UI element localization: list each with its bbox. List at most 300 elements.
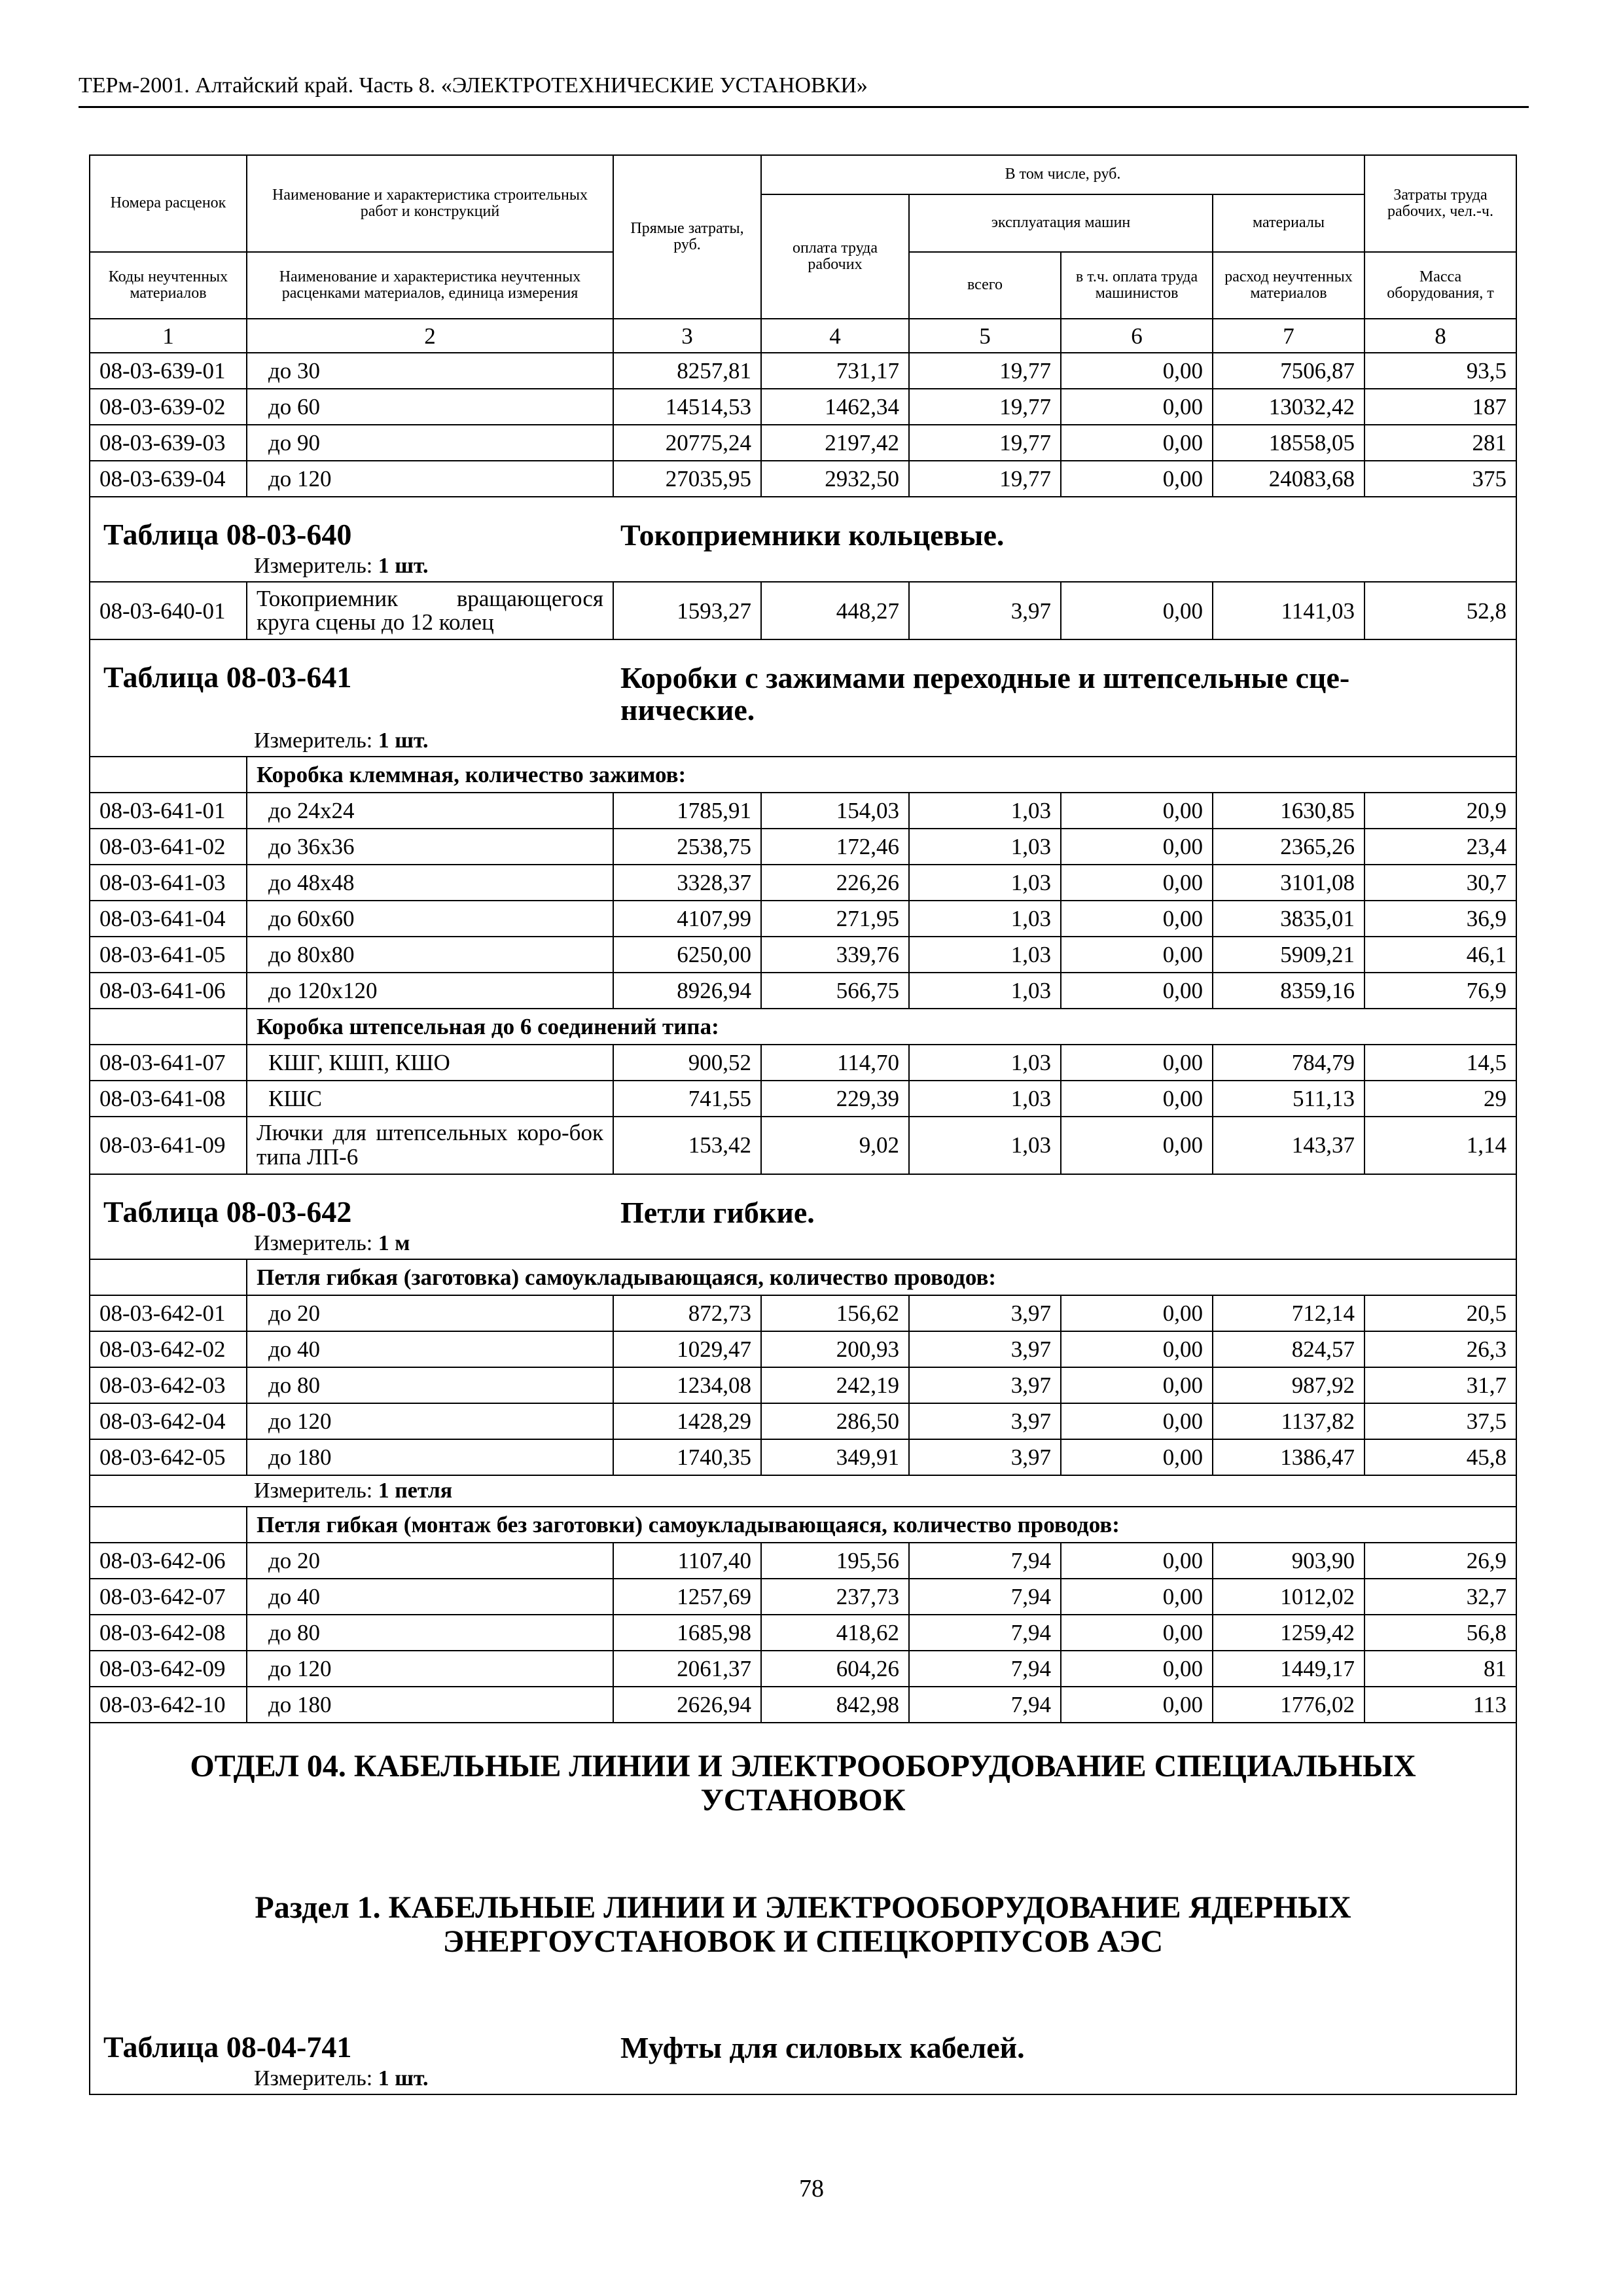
machine-total-cell: 19,77 [909,461,1061,497]
labor-hours-cell: 81 [1364,1651,1516,1687]
materials-cell: 1137,82 [1213,1403,1364,1439]
column-number: 6 [1061,319,1213,353]
table-row [90,1331,1516,1367]
machinist-pay-cell: 0,00 [1061,1543,1213,1579]
header-col1-bottom: Коды неучтенных материалов [90,252,247,319]
column-number: 4 [761,319,909,353]
materials-cell: 5909,21 [1213,937,1364,973]
group-title: Коробка клеммная, количество зажимов: [247,757,1516,793]
machine-total-cell: 7,94 [909,1687,1061,1723]
rate-code-cell: 08-03-641-08 [90,1081,247,1117]
table-name: Муфты для силовых кабелей. [620,2030,1025,2064]
work-name-cell: до 60х60 [247,901,613,937]
labor-pay-cell: 156,62 [761,1295,909,1331]
section-heading [90,1818,1516,1959]
work-name-cell: КШС [247,1081,613,1117]
department-title-line1: ОТДЕЛ 04. КАБЕЛЬНЫЕ ЛИНИИ И ЭЛЕКТРООБОРУДОВАНИЕ СПЕЦИАЛЬНЫХ [190,1749,1416,1784]
labor-pay-cell: 2197,42 [761,425,909,461]
machinist-pay-cell: 0,00 [1061,793,1213,829]
norms-table [89,154,1517,2095]
work-name-cell: до 40 [247,1331,613,1367]
materials-cell: 1012,02 [1213,1579,1364,1615]
labor-hours-cell: 26,3 [1364,1331,1516,1367]
measure-unit [90,551,1516,581]
header-incl: В том числе, руб. [761,155,1364,194]
header-labor-pay: оплата труда рабочих [761,194,909,319]
materials-cell: 1630,85 [1213,793,1364,829]
department-title [90,1723,1516,1818]
work-name-cell: Лючки для штепсельных коро-бок типа ЛП-6 [247,1117,613,1174]
header-direct-costs: Прямые затраты, руб. [613,155,761,319]
department-row [90,1723,1516,2094]
empty-cell [90,757,247,793]
materials-cell: 784,79 [1213,1045,1364,1081]
labor-pay-cell: 731,17 [761,353,909,389]
labor-pay-cell: 842,98 [761,1687,909,1723]
running-head: ТЕРм-2001. Алтайский край. Часть 8. «ЭЛЕКТРОТЕХНИЧЕСКИЕ УСТАНОВКИ» [79,73,868,98]
labor-hours-cell: 20,5 [1364,1295,1516,1331]
materials-cell: 8359,16 [1213,973,1364,1009]
table-row [90,829,1516,865]
machine-total-cell: 3,97 [909,1331,1061,1367]
table-row [90,389,1516,425]
machine-total-cell: 7,94 [909,1615,1061,1651]
labor-pay-cell: 229,39 [761,1081,909,1117]
header-machines: эксплуатация машин [909,194,1213,252]
labor-pay-cell: 226,26 [761,865,909,901]
direct-cost-cell: 4107,99 [613,901,761,937]
materials-cell: 7506,87 [1213,353,1364,389]
table-row [90,353,1516,389]
materials-cell: 3835,01 [1213,901,1364,937]
header-machinists: в т.ч. оплата труда машинистов [1061,252,1213,319]
group-title: Петля гибкая (монтаж без заготовки) самоукладывающаяся, количество проводов: [247,1507,1516,1543]
labor-pay-cell: 242,19 [761,1367,909,1403]
direct-cost-cell: 153,42 [613,1117,761,1174]
rate-code-cell: 08-03-642-05 [90,1439,247,1475]
machinist-pay-cell: 0,00 [1061,1615,1213,1651]
materials-cell: 1776,02 [1213,1687,1364,1723]
machinist-pay-cell: 0,00 [1061,865,1213,901]
measure-unit [90,1229,1516,1259]
column-number: 5 [909,319,1061,353]
rate-code-cell: 08-03-641-03 [90,865,247,901]
machinist-pay-cell: 0,00 [1061,461,1213,497]
work-name-cell: до 120 [247,1651,613,1687]
work-name-cell: до 120 [247,461,613,497]
machine-total-cell: 1,03 [909,1117,1061,1174]
machine-total-cell: 1,03 [909,937,1061,973]
machinist-pay-cell: 0,00 [1061,901,1213,937]
labor-hours-cell: 45,8 [1364,1439,1516,1475]
machinist-pay-cell: 0,00 [1061,425,1213,461]
header-machines-total: всего [909,252,1061,319]
column-number: 3 [613,319,761,353]
table-title [90,497,1516,551]
header-col2-top: Наименование и характеристика строительных работ и конструкций [247,155,613,252]
work-name-cell: до 36х36 [247,829,613,865]
rate-code-cell: 08-03-642-02 [90,1331,247,1367]
labor-hours-cell: 32,7 [1364,1579,1516,1615]
materials-cell: 3101,08 [1213,865,1364,901]
work-name-cell: до 24х24 [247,793,613,829]
labor-hours-cell: 76,9 [1364,973,1516,1009]
rate-code-cell: 08-03-642-10 [90,1687,247,1723]
rate-code-cell: 08-03-642-03 [90,1367,247,1403]
machinist-pay-cell: 0,00 [1061,1651,1213,1687]
direct-cost-cell: 741,55 [613,1081,761,1117]
machinist-pay-cell: 0,00 [1061,353,1213,389]
machine-total-cell: 3,97 [909,1403,1061,1439]
machine-total-cell: 1,03 [909,793,1061,829]
table-row [90,1615,1516,1651]
column-number: 7 [1213,319,1364,353]
work-name-cell: до 80 [247,1615,613,1651]
table-row [90,1651,1516,1687]
labor-hours-cell: 113 [1364,1687,1516,1723]
work-name-cell: до 180 [247,1439,613,1475]
machinist-pay-cell: 0,00 [1061,1331,1213,1367]
machinist-pay-cell: 0,00 [1061,1367,1213,1403]
materials-cell: 24083,68 [1213,461,1364,497]
header-rule [79,106,1529,108]
labor-pay-cell: 172,46 [761,829,909,865]
labor-pay-cell: 448,27 [761,582,909,639]
measure-unit-value: 1 м [378,1231,410,1256]
table-name: Коробки с зажимами переходные и штепсельные сце-нические. [620,661,1350,726]
empty-cell [90,1507,247,1543]
labor-hours-cell: 187 [1364,389,1516,425]
table-row [90,901,1516,937]
materials-cell: 903,90 [1213,1543,1364,1579]
work-name-cell: до 80х80 [247,937,613,973]
table-row [90,973,1516,1009]
measure-unit-label: Измеритель: [254,728,373,753]
work-name-cell: до 30 [247,353,613,389]
table-row [90,1081,1516,1117]
labor-pay-cell: 604,26 [761,1651,909,1687]
machine-total-cell: 1,03 [909,865,1061,901]
column-numbers-row [90,319,1516,353]
labor-pay-cell: 1462,34 [761,389,909,425]
table-title [90,1959,1516,2064]
machinist-pay-cell: 0,00 [1061,1117,1213,1174]
table-title [90,640,1516,726]
table-row [90,1117,1516,1174]
header-equipment-mass: Масса оборудования, т [1364,252,1516,319]
labor-hours-cell: 20,9 [1364,793,1516,829]
measure-unit-value: 1 петля [378,1479,453,1503]
table-code: Таблица 08-03-641 [103,660,352,694]
rate-code-cell: 08-03-642-04 [90,1403,247,1439]
materials-cell: 2365,26 [1213,829,1364,865]
labor-pay-cell: 200,93 [761,1331,909,1367]
direct-cost-cell: 1107,40 [613,1543,761,1579]
machine-total-cell: 7,94 [909,1651,1061,1687]
rate-code-cell: 08-03-641-07 [90,1045,247,1081]
machine-total-cell: 19,77 [909,353,1061,389]
rate-code-cell: 08-03-642-08 [90,1615,247,1651]
direct-cost-cell: 900,52 [613,1045,761,1081]
rate-code-cell: 08-03-642-01 [90,1295,247,1331]
direct-cost-cell: 1428,29 [613,1403,761,1439]
labor-pay-cell: 286,50 [761,1403,909,1439]
machinist-pay-cell: 0,00 [1061,1295,1213,1331]
machine-total-cell: 7,94 [909,1543,1061,1579]
measure-unit-value: 1 шт. [378,554,429,579]
materials-cell: 1141,03 [1213,582,1364,639]
table-code: Таблица 08-04-741 [103,2030,352,2064]
table-row [90,1403,1516,1439]
table-row [90,865,1516,901]
table-title-cell [90,639,1516,757]
table-row [90,1543,1516,1579]
machinist-pay-cell: 0,00 [1061,973,1213,1009]
table-title-row [90,639,1516,757]
section-heading-line1: Раздел 1. КАБЕЛЬНЫЕ ЛИНИИ И ЭЛЕКТРООБОРУДОВАНИЕ ЯДЕРНЫХ [255,1890,1351,1925]
labor-pay-cell: 237,73 [761,1579,909,1615]
unit-cell [90,1475,1516,1507]
direct-cost-cell: 8257,81 [613,353,761,389]
table-row [90,1439,1516,1475]
table-row [90,1045,1516,1081]
machine-total-cell: 1,03 [909,829,1061,865]
header-labor-cost: Затраты труда рабочих, чел.-ч. [1364,155,1516,252]
labor-hours-cell: 26,9 [1364,1543,1516,1579]
work-name-cell: КШГ, КШП, КШО [247,1045,613,1081]
labor-pay-cell: 418,62 [761,1615,909,1651]
direct-cost-cell: 14514,53 [613,389,761,425]
table-row [90,1367,1516,1403]
work-name-cell: до 20 [247,1543,613,1579]
work-name-cell: до 180 [247,1687,613,1723]
direct-cost-cell: 2061,37 [613,1651,761,1687]
table-row [90,793,1516,829]
labor-hours-cell: 31,7 [1364,1367,1516,1403]
direct-cost-cell: 1593,27 [613,582,761,639]
rate-code-cell: 08-03-641-02 [90,829,247,865]
machine-total-cell: 1,03 [909,973,1061,1009]
machinist-pay-cell: 0,00 [1061,1045,1213,1081]
labor-hours-cell: 1,14 [1364,1117,1516,1174]
measure-unit-value: 1 шт. [378,2066,429,2090]
direct-cost-cell: 872,73 [613,1295,761,1331]
labor-hours-cell: 14,5 [1364,1045,1516,1081]
department-title-line2: УСТАНОВОК [700,1783,906,1818]
header-col1-top: Номера расценок [90,155,247,252]
table-row [90,461,1516,497]
direct-cost-cell: 2626,94 [613,1687,761,1723]
materials-cell: 18558,05 [1213,425,1364,461]
work-name-cell: до 120х120 [247,973,613,1009]
empty-cell [90,1009,247,1045]
labor-hours-cell: 46,1 [1364,937,1516,973]
machinist-pay-cell: 0,00 [1061,1081,1213,1117]
machinist-pay-cell: 0,00 [1061,1439,1213,1475]
unit-row [90,1475,1516,1507]
group-title: Коробка штепсельная до 6 соединений типа: [247,1009,1516,1045]
group-row [90,1259,1516,1295]
group-title: Петля гибкая (заготовка) самоукладывающаяся, количество проводов: [247,1259,1516,1295]
machinist-pay-cell: 0,00 [1061,829,1213,865]
measure-unit [90,2064,1516,2094]
direct-cost-cell: 1685,98 [613,1615,761,1651]
labor-hours-cell: 52,8 [1364,582,1516,639]
table-row [90,1687,1516,1723]
table-row [90,1295,1516,1331]
rate-code-cell: 08-03-641-04 [90,901,247,937]
labor-pay-cell: 154,03 [761,793,909,829]
machinist-pay-cell: 0,00 [1061,1687,1213,1723]
direct-cost-cell: 3328,37 [613,865,761,901]
group-row [90,1507,1516,1543]
machinist-pay-cell: 0,00 [1061,582,1213,639]
department-cell [90,1723,1516,2094]
labor-hours-cell: 37,5 [1364,1403,1516,1439]
table-row [90,1579,1516,1615]
materials-cell: 143,37 [1213,1117,1364,1174]
direct-cost-cell: 27035,95 [613,461,761,497]
labor-pay-cell: 9,02 [761,1117,909,1174]
rate-code-cell: 08-03-639-01 [90,353,247,389]
labor-pay-cell: 349,91 [761,1439,909,1475]
materials-cell: 1449,17 [1213,1651,1364,1687]
materials-cell: 987,92 [1213,1367,1364,1403]
materials-cell: 1259,42 [1213,1615,1364,1651]
machine-total-cell: 1,03 [909,1045,1061,1081]
rate-code-cell: 08-03-639-04 [90,461,247,497]
rate-code-cell: 08-03-639-03 [90,425,247,461]
table-title-row [90,1174,1516,1259]
column-number: 2 [247,319,613,353]
rate-code-cell: 08-03-639-02 [90,389,247,425]
work-name-cell: до 120 [247,1403,613,1439]
rate-code-cell: 08-03-641-09 [90,1117,247,1174]
materials-cell: 824,57 [1213,1331,1364,1367]
materials-cell: 712,14 [1213,1295,1364,1331]
measure-unit-label: Измеритель: [254,2066,373,2090]
header-materials-unacc: расход неучтенных материалов [1213,252,1364,319]
labor-pay-cell: 195,56 [761,1543,909,1579]
table-name: Петли гибкие. [620,1195,815,1229]
direct-cost-cell: 1257,69 [613,1579,761,1615]
rate-code-cell: 08-03-640-01 [90,582,247,639]
measure-unit [90,1476,1516,1506]
direct-cost-cell: 6250,00 [613,937,761,973]
labor-hours-cell: 281 [1364,425,1516,461]
table-title-row [90,497,1516,582]
header-col2-bottom: Наименование и характеристика неучтенных расценками материалов, единица измерения [247,252,613,319]
machine-total-cell: 19,77 [909,425,1061,461]
rate-code-cell: 08-03-642-09 [90,1651,247,1687]
table-title-cell [90,1174,1516,1259]
table-code: Таблица 08-03-642 [103,1194,352,1229]
direct-cost-cell: 2538,75 [613,829,761,865]
rate-code-cell: 08-03-641-05 [90,937,247,973]
measure-unit-label: Измеритель: [254,1231,373,1256]
labor-hours-cell: 23,4 [1364,829,1516,865]
machine-total-cell: 1,03 [909,1081,1061,1117]
measure-unit-label: Измеритель: [254,554,373,579]
machinist-pay-cell: 0,00 [1061,389,1213,425]
work-name-cell: до 60 [247,389,613,425]
materials-cell: 511,13 [1213,1081,1364,1117]
machinist-pay-cell: 0,00 [1061,1579,1213,1615]
work-name-cell: до 48х48 [247,865,613,901]
work-name-cell: до 90 [247,425,613,461]
measure-unit-value: 1 шт. [378,728,429,753]
group-row [90,1009,1516,1045]
labor-hours-cell: 36,9 [1364,901,1516,937]
header-materials: материалы [1213,194,1364,252]
machinist-pay-cell: 0,00 [1061,1403,1213,1439]
machine-total-cell: 3,97 [909,1439,1061,1475]
work-name-cell: до 80 [247,1367,613,1403]
machine-total-cell: 7,94 [909,1579,1061,1615]
norms-sheet [89,154,1516,2095]
materials-cell: 1386,47 [1213,1439,1364,1475]
machine-total-cell: 3,97 [909,582,1061,639]
rate-code-cell: 08-03-641-06 [90,973,247,1009]
labor-pay-cell: 339,76 [761,937,909,973]
table-row [90,582,1516,639]
machine-total-cell: 19,77 [909,389,1061,425]
labor-hours-cell: 56,8 [1364,1615,1516,1651]
direct-cost-cell: 1785,91 [613,793,761,829]
table-row [90,937,1516,973]
group-row [90,757,1516,793]
labor-pay-cell: 566,75 [761,973,909,1009]
direct-cost-cell: 1029,47 [613,1331,761,1367]
direct-cost-cell: 1740,35 [613,1439,761,1475]
table-title-cell [90,497,1516,582]
labor-hours-cell: 375 [1364,461,1516,497]
work-name-cell: Токоприемник вращающегося круга сцены до 12 колец [247,582,613,639]
direct-cost-cell: 8926,94 [613,973,761,1009]
labor-pay-cell: 2932,50 [761,461,909,497]
measure-unit [90,726,1516,756]
empty-cell [90,1259,247,1295]
section-heading-line2: ЭНЕРГОУСТАНОВОК И СПЕЦКОРПУСОВ АЭС [442,1924,1164,1959]
machine-total-cell: 3,97 [909,1367,1061,1403]
labor-pay-cell: 271,95 [761,901,909,937]
work-name-cell: до 40 [247,1579,613,1615]
table-title [90,1175,1516,1229]
labor-hours-cell: 30,7 [1364,865,1516,901]
direct-cost-cell: 1234,08 [613,1367,761,1403]
table-name: Токоприемники кольцевые. [620,518,1005,552]
rate-code-cell: 08-03-642-07 [90,1579,247,1615]
rate-code-cell: 08-03-642-06 [90,1543,247,1579]
column-number: 1 [90,319,247,353]
machinist-pay-cell: 0,00 [1061,937,1213,973]
machine-total-cell: 1,03 [909,901,1061,937]
labor-pay-cell: 114,70 [761,1045,909,1081]
materials-cell: 13032,42 [1213,389,1364,425]
machine-total-cell: 3,97 [909,1295,1061,1331]
labor-hours-cell: 93,5 [1364,353,1516,389]
direct-cost-cell: 20775,24 [613,425,761,461]
measure-unit-label: Измеритель: [254,1479,373,1503]
table-code: Таблица 08-03-640 [103,518,352,551]
page-number: 78 [799,2175,824,2202]
column-number: 8 [1364,319,1516,353]
labor-hours-cell: 29 [1364,1081,1516,1117]
rate-code-cell: 08-03-641-01 [90,793,247,829]
table-row [90,425,1516,461]
header-row-1 [90,155,1516,194]
work-name-cell: до 20 [247,1295,613,1331]
